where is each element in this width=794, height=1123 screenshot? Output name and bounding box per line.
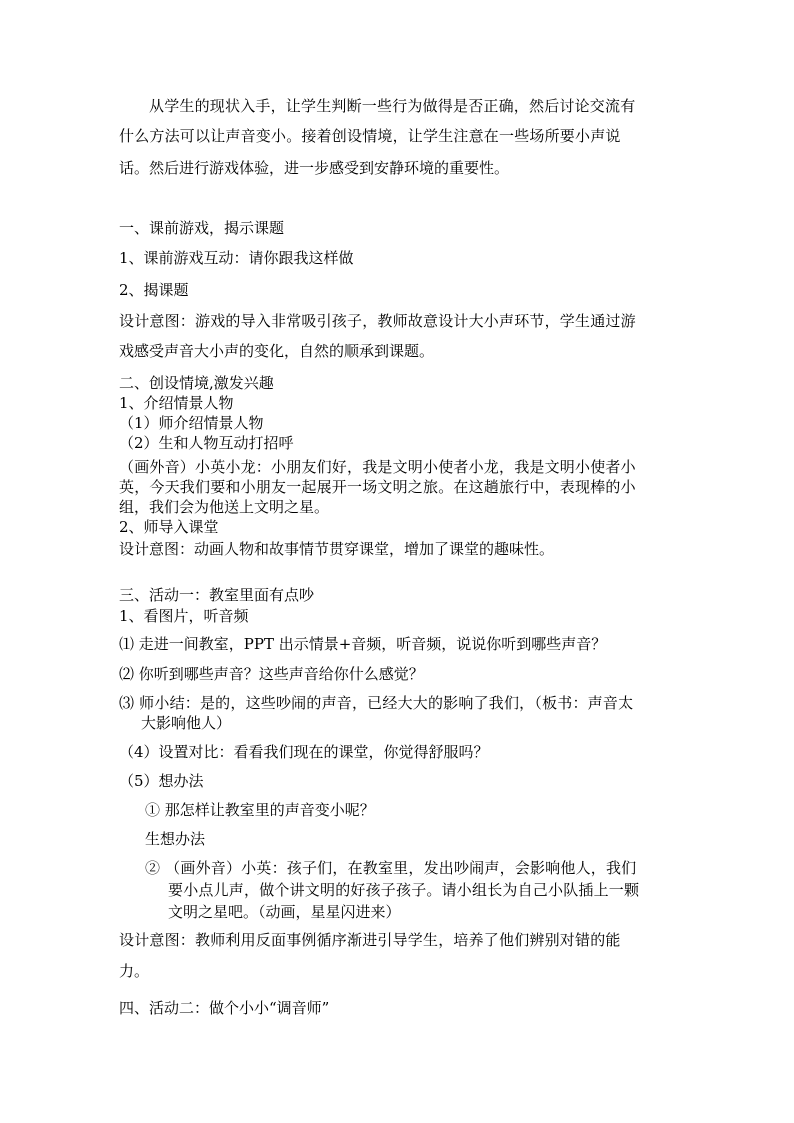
- section1-design-line-2: 戏感受声音大小声的变化，自然的顺承到课题。: [119, 342, 435, 360]
- section3-point-3-line-1: ⑶ 师小结：是的，这些吵闹的声音，已经大大的影响了我们，（板书：声音太: [119, 694, 634, 712]
- section3-circle-2-line-2: 要小点儿声，做个讲文明的好孩子孩子。请小组长为自己小队插上一颗: [168, 881, 640, 899]
- section3-point-2: ⑵ 你听到哪些声音？这些声音给你什么感觉？: [119, 665, 424, 683]
- section3-point-3-line-2: 大影响他人）: [141, 714, 232, 732]
- section2-voice-line-2: 英，今天我们要和小朋友一起展开一场文明之旅。在这趟旅行中，表现棒的小: [119, 478, 636, 496]
- section2-item1: 1、介绍情景人物: [119, 394, 234, 412]
- section3-circle-2-line-3: 文明之星吧。（动画，星星闪进来）: [168, 903, 401, 921]
- section3-point-4: （4）设置对比：看看我们现在的课堂，你觉得舒服吗？: [119, 743, 489, 761]
- section3-design-line-1: 设计意图：教师利用反面事例循序渐进引导学生，培养了他们辨别对错的能: [119, 931, 621, 949]
- section3-point-1: ⑴ 走进一间教室，PPT 出示情景+音频，听音频，说说你听到哪些声音？: [119, 635, 607, 653]
- section3-circle-2-line-1: ② （画外音）小英：孩子们，在教室里，发出吵闹声，会影响他人，我们: [145, 859, 637, 877]
- intro-line-1: 从学生的现状入手，让学生判断一些行为做得是否正确，然后讨论交流有: [149, 97, 636, 115]
- section3-student: 生想办法: [145, 830, 206, 848]
- section2-design: 设计意图：动画人物和故事情节贯穿课堂，增加了课堂的趣味性。: [119, 540, 555, 558]
- section3-circle-1: ① 那怎样让教室里的声音变小呢？: [145, 801, 375, 819]
- section1-item1: 1、课前游戏互动：请你跟我这样做: [119, 249, 354, 267]
- intro-line-2: 什么方法可以让声音变小。接着创设情境，让学生注意在一些场所要小声说: [119, 127, 621, 145]
- section3-heading: 三、活动一：教室里面有点吵: [119, 586, 315, 604]
- section1-design-line-1: 设计意图：游戏的导入非常吸引孩子，教师故意设计大小声环节，学生通过游: [119, 312, 636, 330]
- section2-sub2: （2）生和人物互动打招呼: [119, 434, 294, 452]
- section2-voice-line-3: 组，我们会为他送上文明之星。: [119, 498, 330, 516]
- section2-item2: 2、师导入课堂: [119, 518, 219, 536]
- section3-design-line-2: 力。: [119, 962, 150, 980]
- section2-voice-line-1: （画外音）小英小龙：小朋友们好，我是文明小使者小龙，我是文明小使者小: [119, 458, 636, 476]
- section3-item1: 1、看图片，听音频: [119, 607, 249, 625]
- section4-heading: 四、活动二：做个小小“调音师”: [119, 999, 330, 1017]
- section3-point-5: （5）想办法: [119, 772, 204, 790]
- section1-heading: 一、课前游戏，揭示课题: [119, 219, 285, 237]
- section2-sub1: （1）师介绍情景人物: [119, 414, 264, 432]
- intro-line-3: 话。然后进行游戏体验，进一步感受到安静环境的重要性。: [119, 159, 510, 177]
- section1-item2: 2、揭课题: [119, 281, 189, 299]
- section2-heading: 二、创设情境,激发兴趣: [119, 374, 274, 392]
